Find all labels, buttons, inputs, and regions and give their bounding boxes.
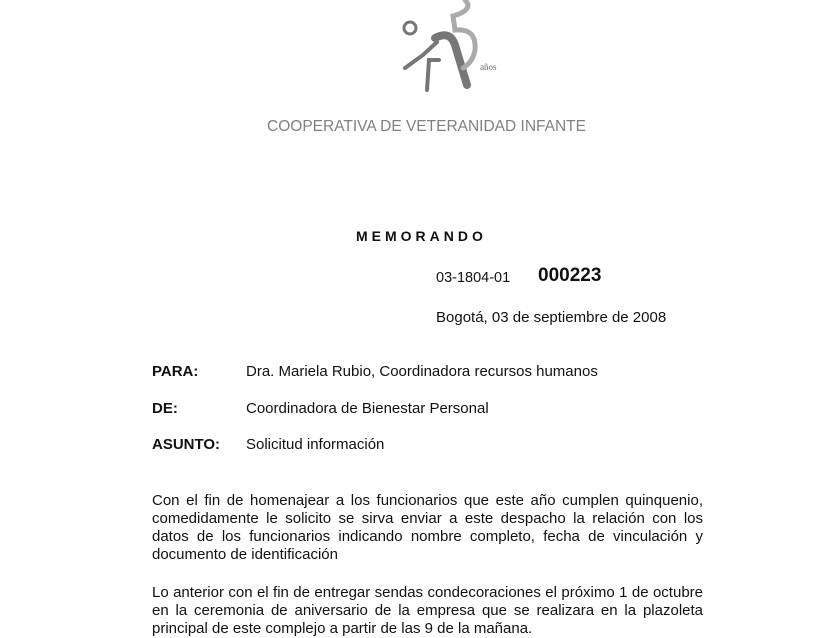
- from-value: Coordinadora de Bienestar Personal: [246, 400, 489, 417]
- body-paragraph: Lo anterior con el fin de entregar sendas condecoraciones el próximo 1 de octubre en la ceremonia de aniversario de la empresa que se realizara en la plazoleta principal de este complejo a partir de las 9 de la mañana.: [152, 584, 703, 637]
- from-label: DE:: [152, 400, 178, 417]
- memo-date: Bogotá, 03 de septiembre de 2008: [436, 309, 667, 326]
- to-value: Dra. Mariela Rubio, Coordinadora recursos humanos: [246, 363, 598, 380]
- subject-label: ASUNTO:: [152, 436, 221, 453]
- memo-number: 000223: [538, 265, 602, 286]
- to-label: PARA:: [152, 363, 199, 380]
- memo-title: MEMORANDO: [356, 228, 487, 244]
- body-paragraph: Con el fin de homenajear a los funcionarios que este año cumplen quinquenio, comedidamente le solicito se sirva enviar a este despacho la relación con los datos de los funcionarios indicando nombre completo, fecha de vinculación y documento de identificación: [152, 492, 703, 563]
- svg-text:años: años: [480, 62, 497, 72]
- organization-logo: [395, 0, 505, 96]
- organization-name: COOPERATIVA DE VETERANIDAD INFANTE: [267, 118, 586, 135]
- memo-reference: 03-1804-01: [436, 270, 511, 286]
- subject-value: Solicitud información: [246, 436, 385, 453]
